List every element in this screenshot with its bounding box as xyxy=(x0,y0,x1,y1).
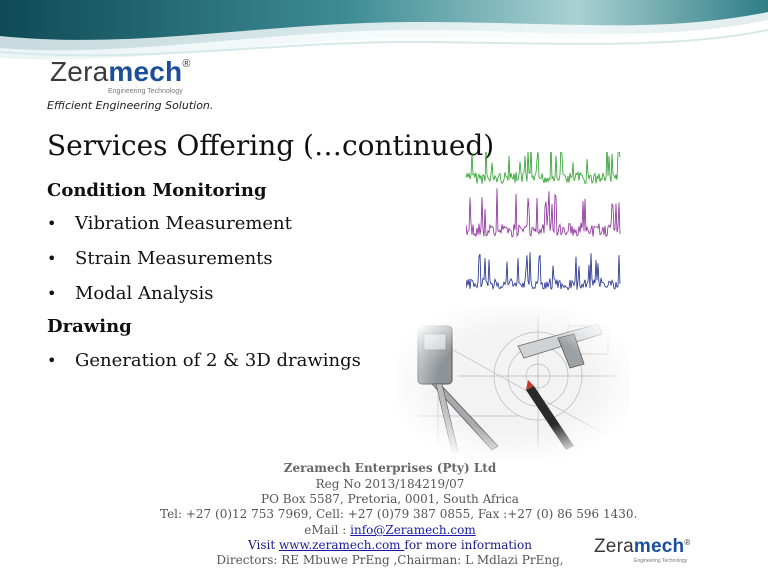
bullet-text: Generation of 2 & 3D drawings xyxy=(75,350,361,371)
footer-directors: Directors: RE Mbuwe PrEng ,Chairman: L Mdlazi PrEng, xyxy=(216,553,564,567)
slide-title: Services Offering (…continued) xyxy=(47,129,495,162)
registered-mark: ® xyxy=(182,58,191,70)
footer-email-line xyxy=(160,523,620,537)
registered-mark: ® xyxy=(684,538,691,547)
tagline: Efficient Engineering Solution. xyxy=(47,99,214,112)
engineering-drawing-calipers-image xyxy=(398,306,630,458)
bullet-item xyxy=(47,248,273,269)
logo-wordmark: Zeramech xyxy=(594,536,685,557)
email-link[interactable]: info@Zeramech.com xyxy=(350,523,476,537)
signal-trace-green xyxy=(466,152,620,184)
bullet-glyph: • xyxy=(47,284,57,303)
bullet-text: Modal Analysis xyxy=(75,283,214,304)
bullet-glyph: • xyxy=(47,249,57,268)
section-heading-condition-monitoring: Condition Monitoring xyxy=(47,180,267,201)
bullet-item xyxy=(47,283,213,304)
logo-subtitle: Engineering Technology xyxy=(634,558,688,564)
footer-address: PO Box 5587, Pretoria, 0001, South Africa xyxy=(261,492,519,506)
email-label: eMail : xyxy=(304,523,351,537)
signal-trace-purple xyxy=(466,188,620,237)
website-link[interactable]: www.zeramech.com xyxy=(278,538,405,552)
logo-subtitle: Engineering Technology xyxy=(108,88,183,95)
bullet-item xyxy=(47,350,361,371)
footer-company-name: Zeramech Enterprises (Pty) Ltd xyxy=(283,461,497,475)
footer-website-line xyxy=(160,538,620,552)
bullet-text: Vibration Measurement xyxy=(75,213,292,234)
bullet-glyph: • xyxy=(47,351,57,370)
logo-wordmark: Zeramech xyxy=(50,56,183,87)
visit-prefix: Visit xyxy=(248,538,279,552)
visit-suffix: for more information xyxy=(404,538,532,552)
footer-reg-number: Reg No 2013/184219/07 xyxy=(315,477,465,491)
vibration-signals-image xyxy=(466,152,622,300)
bullet-glyph: • xyxy=(47,214,57,233)
company-logo xyxy=(50,56,191,95)
bullet-text: Strain Measurements xyxy=(75,248,273,269)
footer-logo xyxy=(594,536,691,564)
bullet-item xyxy=(47,213,292,234)
section-heading-drawing: Drawing xyxy=(47,316,132,337)
footer-phones: Tel: +27 (0)12 753 7969, Cell: +27 (0)79 387 0855, Fax :+27 (0) 86 596 1430. xyxy=(160,507,638,521)
signal-trace-navy xyxy=(466,252,620,290)
